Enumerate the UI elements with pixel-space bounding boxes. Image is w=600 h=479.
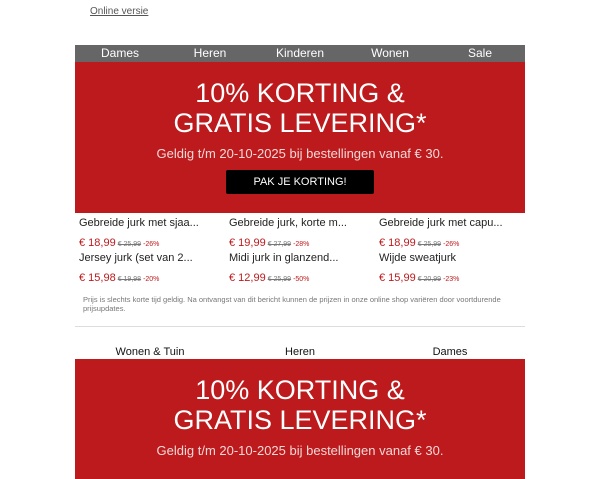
- promo-banner-2[interactable]: [75, 359, 525, 479]
- promo-subtitle-2: Geldig t/m 20-10-2025 bij bestellingen vanaf € 30.: [156, 443, 444, 458]
- product-name[interactable]: Gebreide jurk, korte m...: [229, 217, 347, 229]
- product-card[interactable]: [75, 213, 225, 248]
- nav-item-heren[interactable]: Heren: [193, 46, 227, 60]
- promo-banner[interactable]: [75, 62, 525, 213]
- headline-line2: GRATIS LEVERING*: [173, 108, 427, 138]
- product-card[interactable]: [225, 213, 375, 248]
- price-row: [229, 270, 375, 287]
- get-discount-button[interactable]: PAK JE KORTING!: [226, 170, 374, 194]
- product-name[interactable]: Wijde sweatjurk: [379, 252, 457, 264]
- promo-headline: [75, 62, 525, 138]
- promo-headline-2: [75, 359, 525, 435]
- discount-badge: -26%: [143, 241, 160, 248]
- online-version-link[interactable]: Online versie: [90, 6, 149, 17]
- old-price: € 25,99: [267, 276, 292, 283]
- product-price: € 18,99: [379, 237, 416, 249]
- promo-subtitle: Geldig t/m 20-10-2025 bij bestellingen vanaf € 30.: [156, 146, 444, 161]
- product-price: € 15,98: [79, 272, 116, 284]
- nav-item-wonen[interactable]: Wonen: [371, 46, 409, 60]
- nav2-item-dames[interactable]: Dames: [432, 346, 468, 358]
- product-grid: [75, 213, 525, 283]
- discount-badge: -28%: [293, 241, 310, 248]
- price-row: [379, 270, 525, 287]
- nav2-item-heren[interactable]: Heren: [285, 346, 315, 358]
- discount-badge: -23%: [443, 276, 460, 283]
- nav-item-kinderen[interactable]: Kinderen: [275, 46, 325, 60]
- old-price: € 25,99: [417, 241, 442, 248]
- product-name[interactable]: Gebreide jurk met capu...: [379, 217, 503, 229]
- old-price: € 25,99: [117, 241, 142, 248]
- headline-line1: 10% KORTING &: [195, 78, 405, 108]
- product-name[interactable]: Midi jurk in glanzend...: [229, 252, 339, 264]
- old-price: € 27,99: [267, 241, 292, 248]
- product-card[interactable]: [75, 248, 225, 283]
- nav2-item-wonen-tuin[interactable]: Wonen & Tuin: [115, 346, 185, 358]
- category-nav: [75, 45, 525, 62]
- product-name[interactable]: Gebreide jurk met sjaa...: [79, 217, 199, 229]
- price-row: [79, 270, 225, 287]
- headline2-line2: GRATIS LEVERING*: [173, 405, 427, 435]
- old-price: € 19,98: [117, 276, 142, 283]
- headline2-line1: 10% KORTING &: [195, 375, 405, 405]
- product-price: € 18,99: [79, 237, 116, 249]
- section-divider: [75, 326, 525, 327]
- nav-item-dames[interactable]: Dames: [100, 46, 139, 60]
- price-disclaimer: Prijs is slechts korte tijd geldig. Na ontvangst van dit bericht kunnen de prijzen in onze online shop variëren door voortdurende prijsupdates.: [83, 295, 501, 313]
- secondary-nav: [75, 345, 525, 359]
- product-price: € 15,99: [379, 272, 416, 284]
- nav-item-sale[interactable]: Sale: [467, 46, 493, 60]
- product-price: € 19,99: [229, 237, 266, 249]
- product-name[interactable]: Jersey jurk (set van 2...: [79, 252, 193, 264]
- discount-badge: -50%: [293, 276, 310, 283]
- discount-badge: -26%: [443, 241, 460, 248]
- discount-badge: -20%: [143, 276, 160, 283]
- product-card[interactable]: [225, 248, 375, 283]
- product-card[interactable]: [375, 213, 525, 248]
- product-price: € 12,99: [229, 272, 266, 284]
- old-price: € 20,99: [417, 276, 442, 283]
- product-card[interactable]: [375, 248, 525, 283]
